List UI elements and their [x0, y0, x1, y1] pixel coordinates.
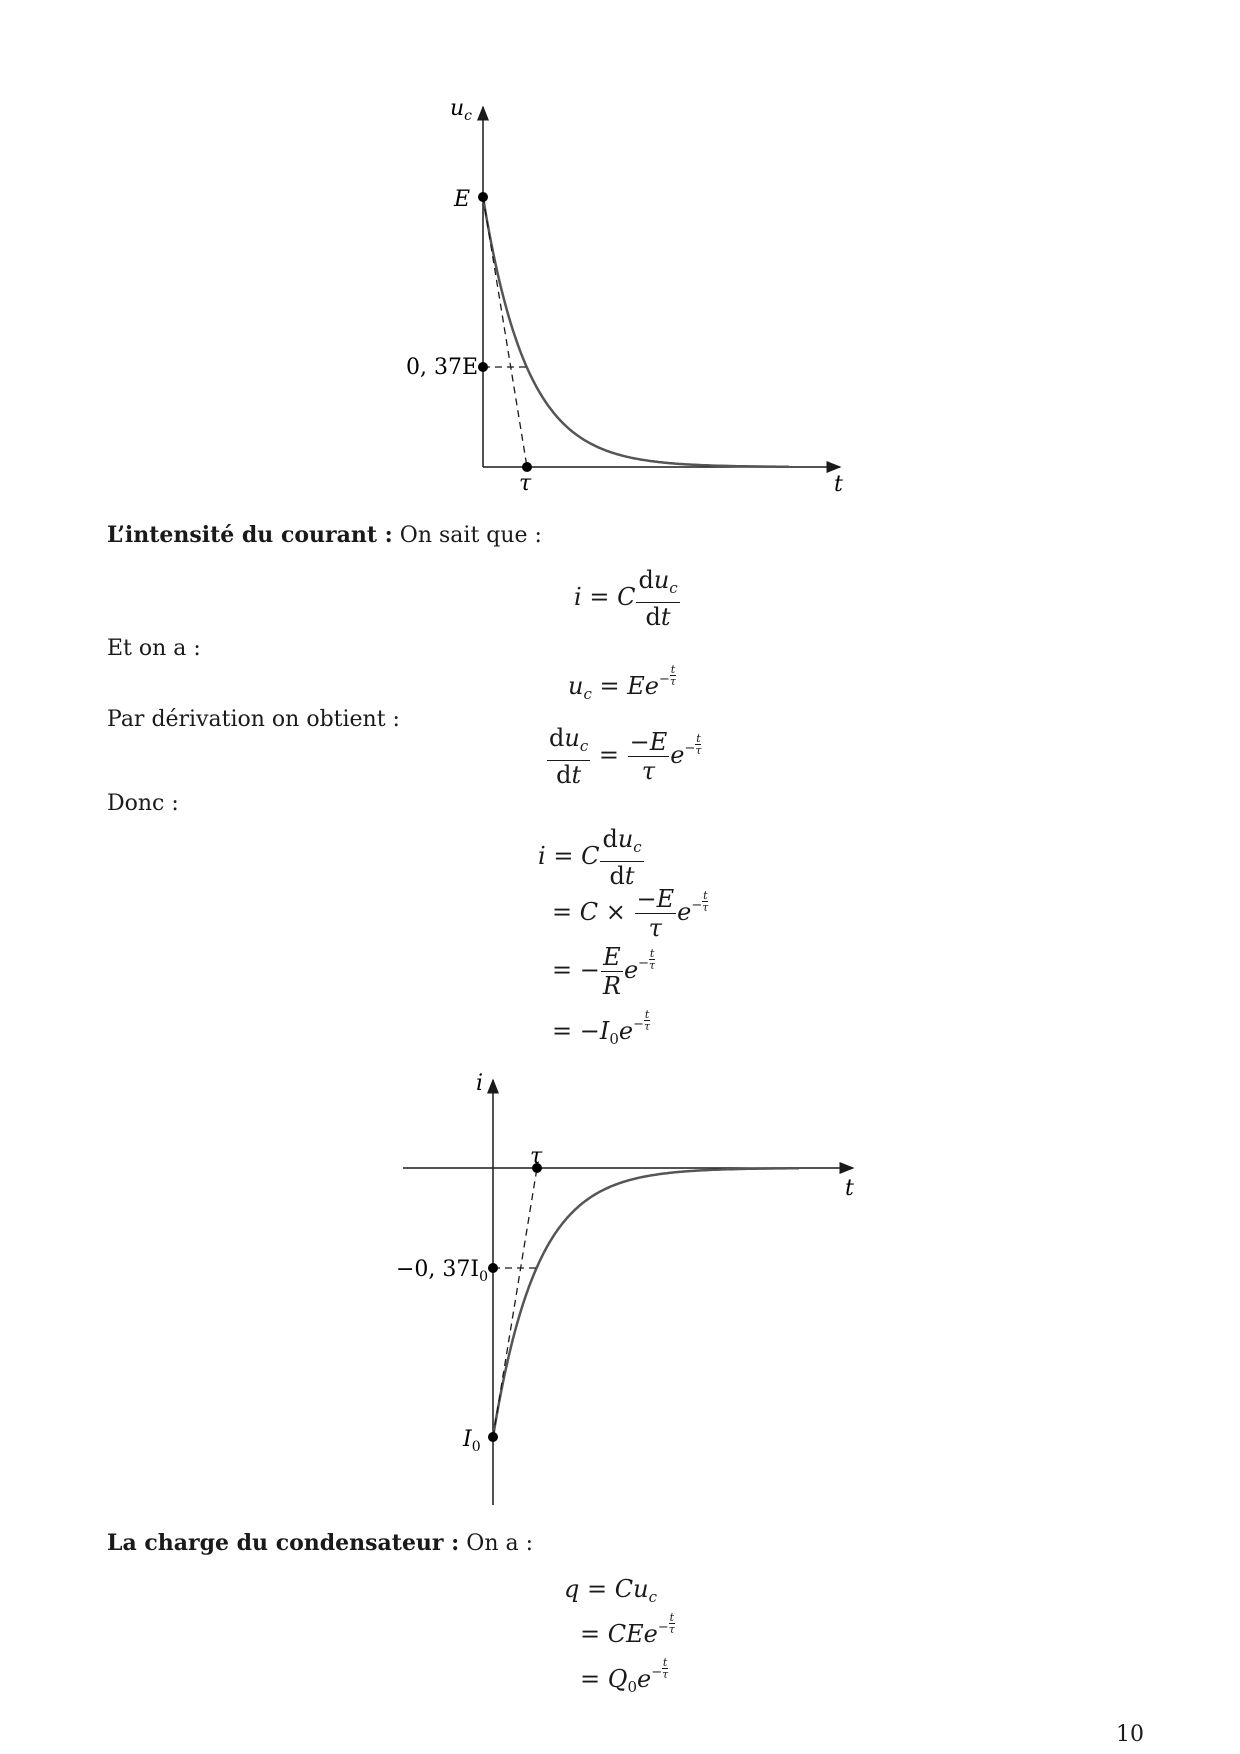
eq-q-line3: = $Q_0e^-$ $\frac{t}{\tau}$ — [580, 1656, 669, 1696]
text-et-on-a: Et on a : — [107, 636, 201, 661]
eq-derivative: $\frac{du_c}{dt}$ = $\frac{-E}{\tau}$ e− $\frac{t}{\tau}$ — [549, 724, 702, 789]
eq-i-line3: = − $\frac{E}{R}$ e− $\frac{t}{\tau}$ — [552, 943, 656, 1000]
section-intensite-heading: L’intensité du courant : — [107, 522, 393, 548]
uc-point-E — [478, 192, 488, 202]
i-curve — [493, 1168, 799, 1437]
i-point-037I0 — [488, 1263, 498, 1273]
uc-label-037E: 0, 37E — [406, 355, 479, 380]
uc-label-E: E — [454, 187, 471, 212]
i-point-I0 — [488, 1432, 498, 1442]
section-intensite — [107, 522, 542, 549]
text-donc: Donc : — [107, 791, 179, 816]
eq-uc-expression: $u_c = Ee^-$ $\frac{t}{\tau}$ — [568, 663, 676, 703]
i-label-tau: τ — [530, 1144, 543, 1169]
eq-q-line2: = CEe− $\frac{t}{\tau}$ — [580, 1611, 675, 1648]
i-y-label: i — [476, 1071, 484, 1096]
eq-i-definition: i = C $\frac{du_c}{dt}$ — [574, 566, 678, 631]
eq-q-line1: $q = Cu_c$ — [564, 1575, 657, 1606]
uc-tangent-dashed — [483, 197, 527, 467]
eq-i-line1: i = C $\frac{du_c}{dt}$ — [538, 825, 642, 890]
i-tangent-dashed — [493, 1168, 537, 1437]
i-label-I0: $I_0$ — [463, 1427, 481, 1455]
i-label-037I0: −0, $37I_0$ — [396, 1257, 489, 1285]
section-charge-heading: La charge du condensateur : — [107, 1530, 460, 1556]
eq-i-line2: = C × $\frac{-E}{\tau}$ e− $\frac{t}{\tau}$ — [552, 885, 709, 942]
uc-point-037E — [478, 362, 488, 372]
uc-y-label: $u_c$ — [450, 96, 473, 124]
i-x-label: t — [845, 1176, 854, 1201]
uc-curve — [483, 197, 789, 467]
text-par-derivation: Par dérivation on obtient : — [107, 707, 400, 732]
section-intensite-intro: On sait que : — [392, 523, 542, 548]
page-number: 10 — [1116, 1722, 1144, 1747]
graph-i-discharge — [380, 1060, 860, 1510]
uc-label-tau: τ — [519, 471, 532, 496]
section-charge-intro: On a : — [459, 1531, 534, 1556]
eq-i-line4: = $-I_0e^-$ $\frac{t}{\tau}$ — [552, 1008, 651, 1048]
section-charge — [107, 1530, 533, 1557]
graph-uc-discharge — [380, 85, 860, 505]
uc-x-label: t — [834, 472, 843, 497]
